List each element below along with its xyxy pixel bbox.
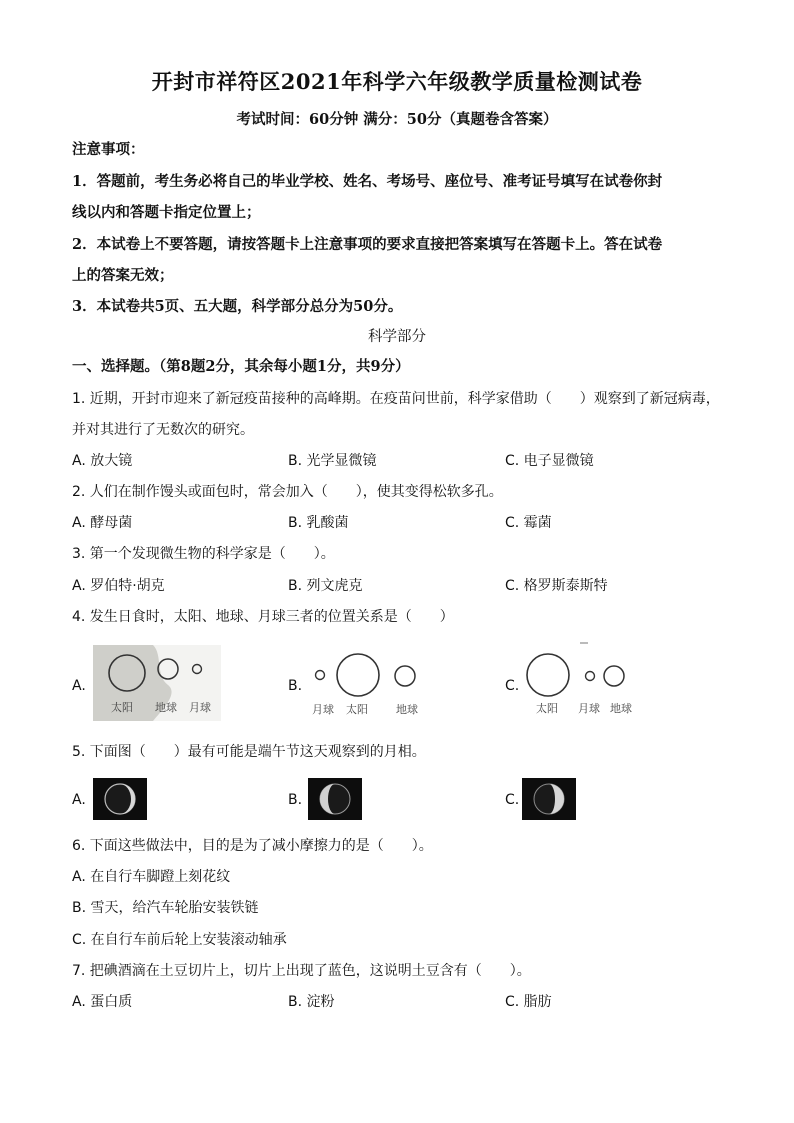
q4-option-c-letter: C. — [505, 678, 520, 694]
q2-option-a: A. 酵母菌 — [72, 515, 133, 531]
q4a-label-moon: 月球 — [189, 701, 211, 714]
q3-option-a: A. 罗伯特·胡克 — [72, 578, 165, 594]
q7-option-a: A. 蛋白质 — [72, 994, 133, 1010]
q2-option-c: C. 霉菌 — [505, 515, 552, 531]
q5-moon-phase-b — [308, 778, 362, 820]
moon-phase-b-icon — [308, 778, 362, 820]
notes-heading: 注意事项： — [72, 141, 145, 158]
q6-option-b: B. 雪天，给汽车轮胎安装铁链 — [72, 900, 259, 916]
q5-stem: 5. 下面图（ ）最有可能是端午节这天观察到的月相。 — [72, 744, 426, 760]
moon-phase-a-icon — [93, 778, 147, 820]
exam-title: 开封市祥符区2021年科学六年级教学质量检测试卷 — [151, 69, 643, 94]
q4-diagram-c-svg — [522, 640, 640, 721]
q4-diagram-a — [93, 645, 221, 721]
q4-option-a-letter: A. — [72, 678, 86, 694]
q6-option-c: C. 在自行车前后轮上安装滚动轴承 — [72, 932, 287, 948]
note-line-2: 线以内和答题卡指定位置上； — [72, 204, 261, 221]
q3-option-c: C. 格罗斯泰斯特 — [505, 578, 608, 594]
q4b-label-sun: 太阳 — [346, 703, 368, 716]
q2-stem: 2. 人们在制作馒头或面包时，常会加入（ ），使其变得松软多孔。 — [72, 484, 503, 500]
note-line-1: 1．答题前，考生务必将自己的毕业学校、姓名、考场号、座位号、准考证号填写在试卷你封 — [72, 173, 663, 190]
section-title: 科学部分 — [368, 329, 426, 345]
q6-stem: 6. 下面这些做法中，目的是为了减小摩擦力的是（ ）。 — [72, 838, 433, 854]
q3-stem: 3. 第一个发现微生物的科学家是（ ）。 — [72, 546, 335, 562]
q4b-label-moon: 月球 — [312, 703, 334, 716]
q4c-label-sun: 太阳 — [536, 702, 558, 715]
q4-diagram-a-svg — [93, 645, 221, 721]
q4-diagram-c — [522, 640, 640, 721]
q4-diagram-b-svg — [306, 645, 430, 721]
q4c-label-moon: 月球 — [578, 702, 600, 715]
q7-stem: 7. 把碘酒滴在土豆切片上，切片上出现了蓝色，这说明土豆含有（ ）。 — [72, 963, 531, 979]
q1-stem-line-1: 1. 近期，开封市迎来了新冠疫苗接种的高峰期。在疫苗问世前，科学家借助（ ）观察到了新冠病毒， — [72, 391, 720, 407]
exam-subtitle: 考试时间：60分钟 满分：50分（真题卷含答案） — [236, 111, 558, 128]
q4-diagram-b — [306, 645, 430, 721]
q5-moon-phase-a — [93, 778, 147, 820]
q5-option-c-letter: C. — [505, 792, 520, 808]
q1-option-c: C. 电子显微镜 — [505, 453, 594, 469]
note-line-5: 3．本试卷共5页、五大题，科学部分总分为50分。 — [72, 298, 403, 315]
q6-option-a: A. 在自行车脚蹬上刻花纹 — [72, 869, 231, 885]
q5-moon-phase-c — [522, 778, 576, 820]
q4-option-b-letter: B. — [288, 678, 303, 694]
q1-option-b: B. 光学显微镜 — [288, 453, 377, 469]
q5-option-a-letter: A. — [72, 792, 86, 808]
q1-option-a: A. 放大镜 — [72, 453, 133, 469]
q4-stem: 4. 发生日食时，太阳、地球、月球三者的位置关系是（ ） — [72, 609, 454, 625]
q2-option-b: B. 乳酸菌 — [288, 515, 349, 531]
part1-heading: 一、选择题。（第8题2分，其余每小题1分，共9分） — [72, 358, 410, 375]
q5-option-b-letter: B. — [288, 792, 303, 808]
q7-option-b: B. 淀粉 — [288, 994, 335, 1010]
moon-phase-c-icon — [522, 778, 576, 820]
note-line-3: 2．本试卷上不要答题，请按答题卡上注意事项的要求直接把答案填写在答题卡上。答在试卷 — [72, 236, 663, 253]
q3-option-b: B. 列文虎克 — [288, 578, 363, 594]
q4a-label-sun: 太阳 — [111, 701, 133, 714]
q7-option-c: C. 脂肪 — [505, 994, 552, 1010]
q4b-label-earth: 地球 — [396, 703, 418, 716]
q4c-label-earth: 地球 — [610, 702, 632, 715]
q4a-label-earth: 地球 — [155, 701, 177, 714]
note-line-4: 上的答案无效； — [72, 267, 174, 284]
q1-stem-line-2: 并对其进行了无数次的研究。 — [72, 422, 254, 438]
